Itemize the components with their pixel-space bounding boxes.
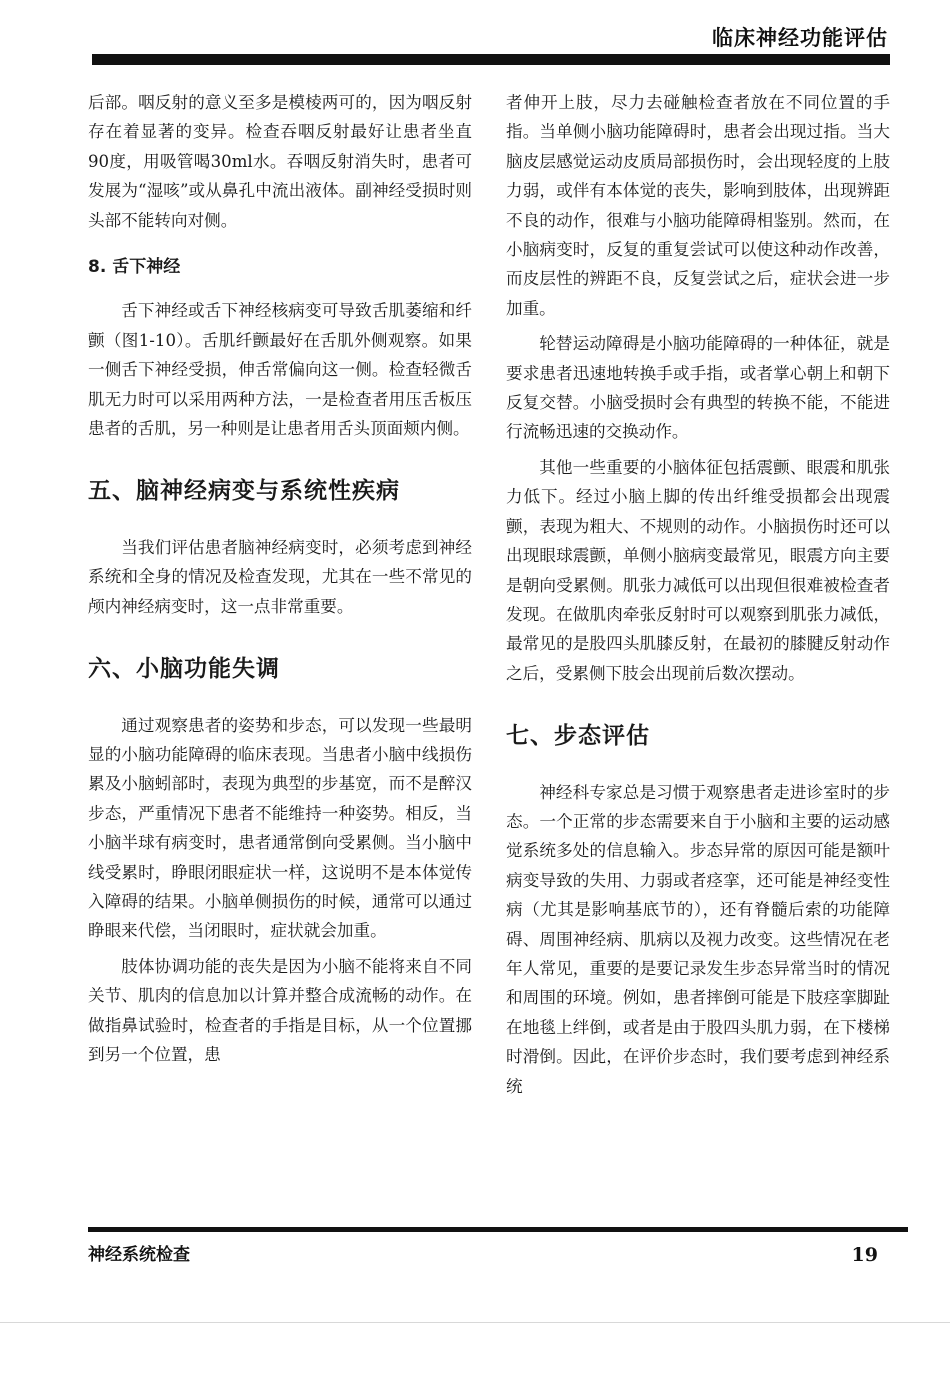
right-column xyxy=(506,88,890,1101)
running-header-title: 临床神经功能评估 xyxy=(712,26,888,50)
paragraph: 神经科专家总是习惯于观察患者走进诊室时的步态。一个正常的步态需要来自于小脑和主要的运动感觉系统多处的信息输入。步态异常的原因可能是额叶病变导致的失用、力弱或者痉挛，还可能是神经变性病（尤其是影响基底节的），还有脊髓后索的功能障碍、周围神经病、肌病以及视力改变。这些情况在老年人常见，重要的是要记录发生步态异常当时的情况和周围的环境。例如，患者摔倒可能是下肢痉挛脚趾在地毯上绊倒，或者是由于股四头肌力弱，在下楼梯时滑倒。因此，在评价步态时，我们要考虑到神经系统 xyxy=(506,782,890,1096)
paragraph: 轮替运动障碍是小脑功能障碍的一种体征，就是要求患者迅速地转换手或手指，或者掌心朝上和朝下反复交替。小脑受损时会有典型的转换不能，不能进行流畅迅速的交换动作。 xyxy=(506,334,890,442)
running-footer-title: 神经系统检查 xyxy=(88,1245,190,1265)
footer-rule xyxy=(88,1227,908,1232)
paragraph: 其他一些重要的小脑体征包括震颤、眼震和肌张力低下。经过小脑上脚的传出纤维受损都会出现震颤，表现为粗大、不规则的动作。小脑损伤时还可以出现眼球震颤，单侧小脑病变最常见，眼震方向主要是朝向受累侧。肌张力减低可以出现但很难被检查者发现。在做肌肉牵张反射时可以观察到肌张力减低，最常见的是股四头肌膝反射，在最初的膝腱反射动作之后，受累侧下肢会出现前后数次摆动。 xyxy=(506,457,890,683)
paragraph: 者伸开上肢，尽力去碰触检查者放在不同位置的手指。当单侧小脑功能障碍时，患者会出现过指。当大脑皮层感觉运动皮质局部损伤时，会出现轻度的上肢力弱，或伴有本体觉的丧失，影响到肢体，出现辨距不良的动作，很难与小脑功能障碍相鉴别。然而，在小脑病变时，反复的重复尝试可以使这种动作改善，而皮层性的辨距不良，反复尝试之后，症状会进一步加重。 xyxy=(506,93,890,318)
left-column xyxy=(88,88,472,1069)
paragraph: 当我们评估患者脑神经病变时，必须考虑到神经系统和全身的情况及检查发现，尤其在一些不常见的颅内神经病变时，这一点非常重要。 xyxy=(88,537,472,616)
header-rule xyxy=(92,54,890,65)
section-heading-6: 六、小脑功能失调 xyxy=(88,656,280,683)
page-number: 19 xyxy=(851,1244,878,1266)
paragraph: 通过观察患者的姿势和步态，可以发现一些最明显的小脑功能障碍的临床表现。当患者小脑中线损伤累及小脑蚓部时，表现为典型的步基宽，而不是醉汉步态，严重情况下患者不能维持一种姿势。相反，当小脑半球有病变时，患者通常倒向受累侧。当小脑中线受累时，睁眼闭眼症状一样，这说明不是本体觉传入障碍的结果。小脑单侧损伤的时候，通常可以通过睁眼来代偿，当闭眼时，症状就会加重。 xyxy=(88,715,472,941)
section-heading-7: 七、步态评估 xyxy=(506,723,650,750)
paragraph: 舌下神经或舌下神经核病变可导致舌肌萎缩和纤颤（图1-10）。舌肌纤颤最好在舌肌外侧观察。如果一侧舌下神经受损，伸舌常偏向这一侧。检查轻微舌肌无力时可以采用两种方法，一是检查者用压舌板压患者的舌肌，另一种则是让患者用舌头顶面颊内侧。 xyxy=(88,301,472,439)
scan-edge-line xyxy=(0,1322,950,1323)
section-heading-5: 五、脑神经病变与系统性疾病 xyxy=(88,478,400,505)
paragraph: 肢体协调功能的丧失是因为小脑不能将来自不同关节、肌肉的信息加以计算并整合成流畅的动作。在做指鼻试验时，检查者的手指是目标，从一个位置挪到另一个位置，患 xyxy=(88,956,472,1064)
paragraph: 后部。咽反射的意义至多是模棱两可的，因为咽反射存在着显著的变异。检查吞咽反射最好让患者坐直90度，用吸管喝30ml水。吞咽反射消失时，患者可发展为“湿咳”或从鼻孔中流出液体。副神经受损时则头部不能转向对侧。 xyxy=(88,93,472,230)
subsection-heading-hypoglossal: 8. 舌下神经 xyxy=(88,257,181,278)
